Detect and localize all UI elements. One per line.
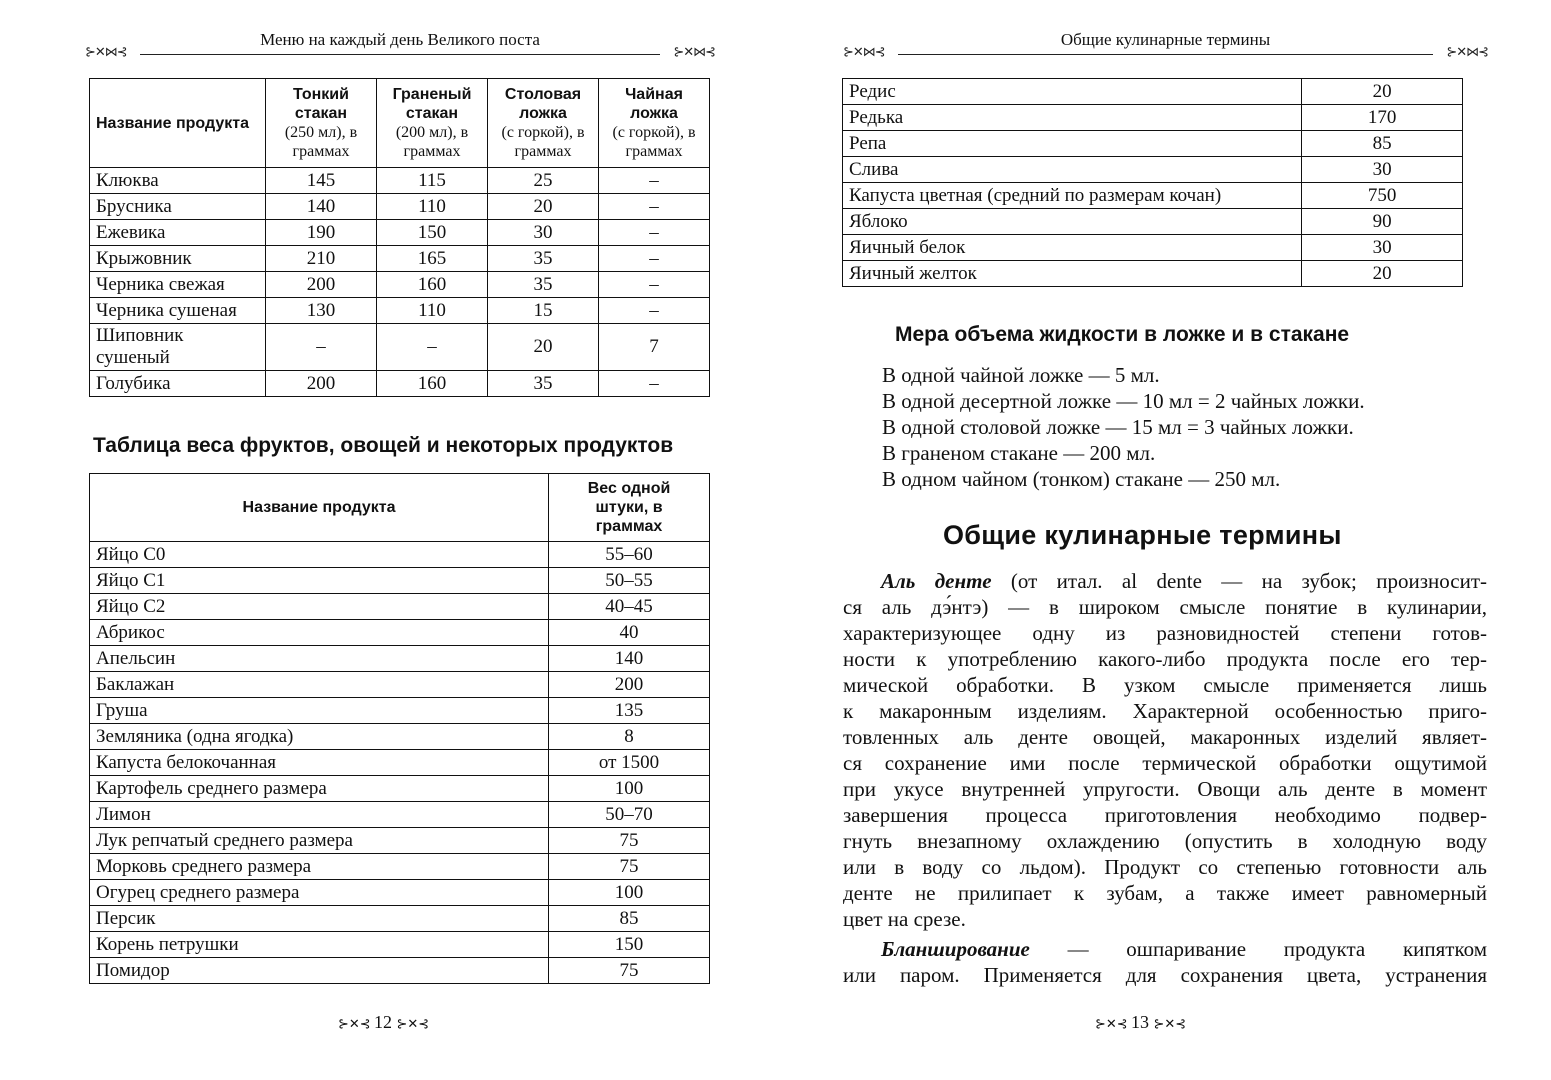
product-name-cell: Капуста белокочанная (90, 750, 549, 776)
measure-line: В одной десертной ложке — 10 мл = 2 чайных ложки. (882, 389, 1365, 413)
value-cell: 145 (266, 168, 377, 194)
table-row (90, 568, 710, 594)
table-row (843, 209, 1463, 235)
value-cell: 135 (549, 698, 710, 724)
table-row (90, 324, 710, 371)
left-page (0, 0, 775, 1080)
paragraph-line: характеризующее одну из разновидностей степени готов- (843, 621, 1487, 645)
product-name-cell: Яблоко (843, 209, 1302, 235)
ornament-icon: ⊱✕⋈⊰ (1446, 44, 1488, 59)
paragraph-line: или в воду со льдом). Продукт со степенью готовности аль (843, 855, 1487, 879)
value-cell: 35 (488, 246, 599, 272)
product-name-cell: Груша (90, 698, 549, 724)
value-cell: 210 (266, 246, 377, 272)
product-name-cell: Шиповник сушеный (90, 324, 266, 371)
table-row (843, 183, 1463, 209)
col-sub: (200 мл), в граммах (395, 124, 469, 160)
value-cell: 75 (549, 828, 710, 854)
value-cell: 110 (377, 298, 488, 324)
value-cell: 20 (1302, 261, 1463, 287)
product-weight-table-cont (842, 78, 1463, 287)
product-name-cell: Слива (843, 157, 1302, 183)
running-head-left (85, 30, 715, 60)
table-row (90, 194, 710, 220)
paragraph-line: цвет на срезе. (843, 907, 966, 931)
col-header-weight: Вес одной штуки, в граммах (549, 474, 710, 542)
value-cell: – (599, 220, 710, 246)
table2-title: Таблица веса фруктов, овощей и некоторых продуктов (93, 434, 674, 457)
product-name-cell: Редис (843, 79, 1302, 105)
table-row (90, 906, 710, 932)
measure-line: В граненом стакане — 200 мл. (882, 441, 1156, 465)
ornament-icon: ⊱✕⊰ (1153, 1016, 1187, 1031)
value-cell: 30 (488, 220, 599, 246)
value-cell: 90 (1302, 209, 1463, 235)
col-header-name: Название продукта (90, 474, 549, 542)
product-name-cell: Клюква (90, 168, 266, 194)
product-name-cell: Морковь среднего размера (90, 854, 549, 880)
ornament-icon: ⊱✕⋈⊰ (673, 44, 715, 59)
ornament-icon: ⊱✕⊰ (396, 1016, 430, 1031)
value-cell: 75 (549, 854, 710, 880)
page-number: 13 (1130, 1012, 1149, 1032)
running-head-text: Общие кулинарные термины (1060, 30, 1271, 49)
product-name-cell: Черника сушеная (90, 298, 266, 324)
value-cell: 200 (266, 272, 377, 298)
value-cell: от 1500 (549, 750, 710, 776)
table-row (843, 105, 1463, 131)
value-cell: 55–60 (549, 542, 710, 568)
value-cell: – (266, 324, 377, 371)
table-row (90, 298, 710, 324)
product-name-cell: Ежевика (90, 220, 266, 246)
running-head-rule (898, 54, 1433, 55)
product-name-cell: Яйцо С1 (90, 568, 549, 594)
paragraph-line: товленных аль денте овощей, макаронных изделий являет- (843, 725, 1487, 749)
value-cell: 100 (549, 776, 710, 802)
value-cell: 200 (549, 672, 710, 698)
product-name-cell: Яйцо С2 (90, 594, 549, 620)
table-row (843, 261, 1463, 287)
line-text: (от итал. al dente — на зубок; произносит- (991, 569, 1487, 593)
right-page (775, 0, 1551, 1080)
table-row (90, 750, 710, 776)
table-row (843, 235, 1463, 261)
col-title: Столовая ложка (504, 86, 582, 122)
table-header-row (90, 79, 710, 168)
product-name-cell: Помидор (90, 958, 549, 984)
table-row (90, 646, 710, 672)
product-name-cell: Редька (843, 105, 1302, 131)
product-name-cell: Голубика (90, 371, 266, 397)
product-name-cell: Земляника (одна ягодка) (90, 724, 549, 750)
paragraph-line: к макаронным изделиям. Характерной особенностью приго- (843, 699, 1487, 723)
product-name-cell: Яичный белок (843, 235, 1302, 261)
value-cell: 15 (488, 298, 599, 324)
col-title: Чайная ложка (625, 86, 683, 122)
page-number-left (338, 1012, 429, 1033)
value-cell: 140 (266, 194, 377, 220)
product-name-cell: Картофель среднего размера (90, 776, 549, 802)
terms-title: Общие кулинарные термины (943, 520, 1342, 550)
col-title: Граненый стакан (392, 86, 472, 122)
table-row (90, 932, 710, 958)
value-cell: – (599, 298, 710, 324)
value-cell: – (377, 324, 488, 371)
product-name-cell: Персик (90, 906, 549, 932)
table-row (843, 131, 1463, 157)
product-weight-table (89, 473, 710, 984)
value-cell: 150 (549, 932, 710, 958)
measure-list (882, 362, 1365, 492)
blanching-paragraph (843, 936, 1487, 988)
value-cell: – (599, 246, 710, 272)
ornament-icon: ⊱✕⊰ (1095, 1016, 1131, 1031)
value-cell: – (599, 272, 710, 298)
product-name-cell: Абрикос (90, 620, 549, 646)
product-name-cell: Капуста цветная (средний по размерам кочан) (843, 183, 1302, 209)
product-name-cell: Крыжовник (90, 246, 266, 272)
table-row (90, 802, 710, 828)
col-header-faceted-glass (377, 79, 488, 168)
value-cell: 100 (549, 880, 710, 906)
value-cell: 50–70 (549, 802, 710, 828)
table-row (90, 880, 710, 906)
value-cell: 140 (549, 646, 710, 672)
product-name-cell: Апельсин (90, 646, 549, 672)
paragraph-line: мической обработки. В узком смысле применяется лишь (843, 673, 1487, 697)
paragraph-line: гнуть внезапному охлаждению (опустить в холодную воду (843, 829, 1487, 853)
value-cell: 85 (1302, 131, 1463, 157)
col-header-tablespoon (488, 79, 599, 168)
value-cell: 30 (1302, 157, 1463, 183)
value-cell: 30 (1302, 235, 1463, 261)
paragraph-line: ся аль дэ́нтэ) — в широком смысле понятие в кулинарии, (843, 595, 1487, 619)
table-row (90, 594, 710, 620)
table-row (90, 371, 710, 397)
paragraph-line: или паром. Применяется для сохранения цвета, устранения (843, 963, 1487, 987)
value-cell: 160 (377, 272, 488, 298)
value-cell: 85 (549, 906, 710, 932)
table-row (90, 272, 710, 298)
paragraph-line: ся сохранение ими после термической обработки ощутимой (843, 751, 1487, 775)
col-title: Тонкий стакан (293, 86, 349, 122)
measure-line: В одном чайном (тонком) стакане — 250 мл. (882, 467, 1281, 491)
table-row (90, 724, 710, 750)
product-name-cell: Лук репчатый среднего размера (90, 828, 549, 854)
value-cell: 8 (549, 724, 710, 750)
product-name-cell: Яичный желток (843, 261, 1302, 287)
table-row (90, 542, 710, 568)
value-cell: 170 (1302, 105, 1463, 131)
product-name-cell: Яйцо С0 (90, 542, 549, 568)
value-cell: 165 (377, 246, 488, 272)
page-number: 12 (373, 1012, 392, 1032)
product-name-cell: Брусника (90, 194, 266, 220)
value-cell: 20 (1302, 79, 1463, 105)
col-sub: (с горкой), в граммах (612, 124, 696, 160)
table-row (90, 246, 710, 272)
value-cell: 130 (266, 298, 377, 324)
running-head-text: Меню на каждый день Великого поста (260, 30, 540, 49)
measure-line: В одной чайной ложке — 5 мл. (882, 363, 1160, 387)
term-al-dente: Аль денте (881, 569, 992, 593)
measure-weight-table (89, 78, 710, 397)
value-cell: 190 (266, 220, 377, 246)
product-name-cell: Лимон (90, 802, 549, 828)
value-cell: 25 (488, 168, 599, 194)
col-header-name: Название продукта (90, 79, 266, 168)
value-cell: – (599, 194, 710, 220)
line-text: — ошпаривание продукта кипятком (1029, 937, 1487, 961)
table-row (90, 854, 710, 880)
col-header-thin-glass (266, 79, 377, 168)
table-header-row (90, 474, 710, 542)
running-head-right (843, 30, 1488, 60)
value-cell: 160 (377, 371, 488, 397)
value-cell: 200 (266, 371, 377, 397)
measure-line: В одной столовой ложке — 15 мл = 3 чайных ложки. (882, 415, 1354, 439)
product-name-cell: Репа (843, 131, 1302, 157)
running-head-rule (140, 54, 660, 55)
al-dente-paragraph (843, 568, 1487, 932)
table-row (90, 698, 710, 724)
product-name-cell: Огурец среднего размера (90, 880, 549, 906)
ornament-icon: ⊱✕⊰ (338, 1016, 374, 1031)
table-row (90, 168, 710, 194)
value-cell: 20 (488, 324, 599, 371)
value-cell: 150 (377, 220, 488, 246)
ornament-icon: ⊱✕⋈⊰ (843, 44, 885, 59)
value-cell: 7 (599, 324, 710, 371)
measure-title: Мера объема жидкости в ложке и в стакане (895, 323, 1350, 346)
paragraph-line (843, 568, 1487, 594)
col-sub: (с горкой), в граммах (501, 124, 585, 160)
paragraph-line: завершения процесса приготовления необходимо подвер- (843, 803, 1487, 827)
value-cell: 115 (377, 168, 488, 194)
ornament-icon: ⊱✕⋈⊰ (85, 44, 127, 59)
col-header-teaspoon (599, 79, 710, 168)
page-number-right (1095, 1012, 1186, 1033)
table-row (90, 958, 710, 984)
value-cell: – (599, 371, 710, 397)
value-cell: – (599, 168, 710, 194)
product-name-cell: Черника свежая (90, 272, 266, 298)
table-row (90, 776, 710, 802)
product-name-cell: Корень петрушки (90, 932, 549, 958)
table-row (843, 79, 1463, 105)
value-cell: 40–45 (549, 594, 710, 620)
value-cell: 750 (1302, 183, 1463, 209)
value-cell: 35 (488, 272, 599, 298)
col-sub: (250 мл), в граммах (284, 124, 358, 160)
value-cell: 40 (549, 620, 710, 646)
value-cell: 35 (488, 371, 599, 397)
value-cell: 110 (377, 194, 488, 220)
table-row (90, 828, 710, 854)
paragraph-line: ности к употреблению какого-либо продукта после его тер- (843, 647, 1487, 671)
paragraph-line: при укусе внутренней упругости. Овощи аль денте в момент (843, 777, 1487, 801)
table-row (90, 672, 710, 698)
table-row (90, 220, 710, 246)
value-cell: 20 (488, 194, 599, 220)
product-name-cell: Баклажан (90, 672, 549, 698)
table-row (843, 157, 1463, 183)
value-cell: 50–55 (549, 568, 710, 594)
term-blanching: Бланширование (881, 937, 1030, 961)
value-cell: 75 (549, 958, 710, 984)
paragraph-line (843, 936, 1487, 962)
table-row (90, 620, 710, 646)
paragraph-line: денте не прилипает к зубам, а также имеет равномерный (843, 881, 1487, 905)
